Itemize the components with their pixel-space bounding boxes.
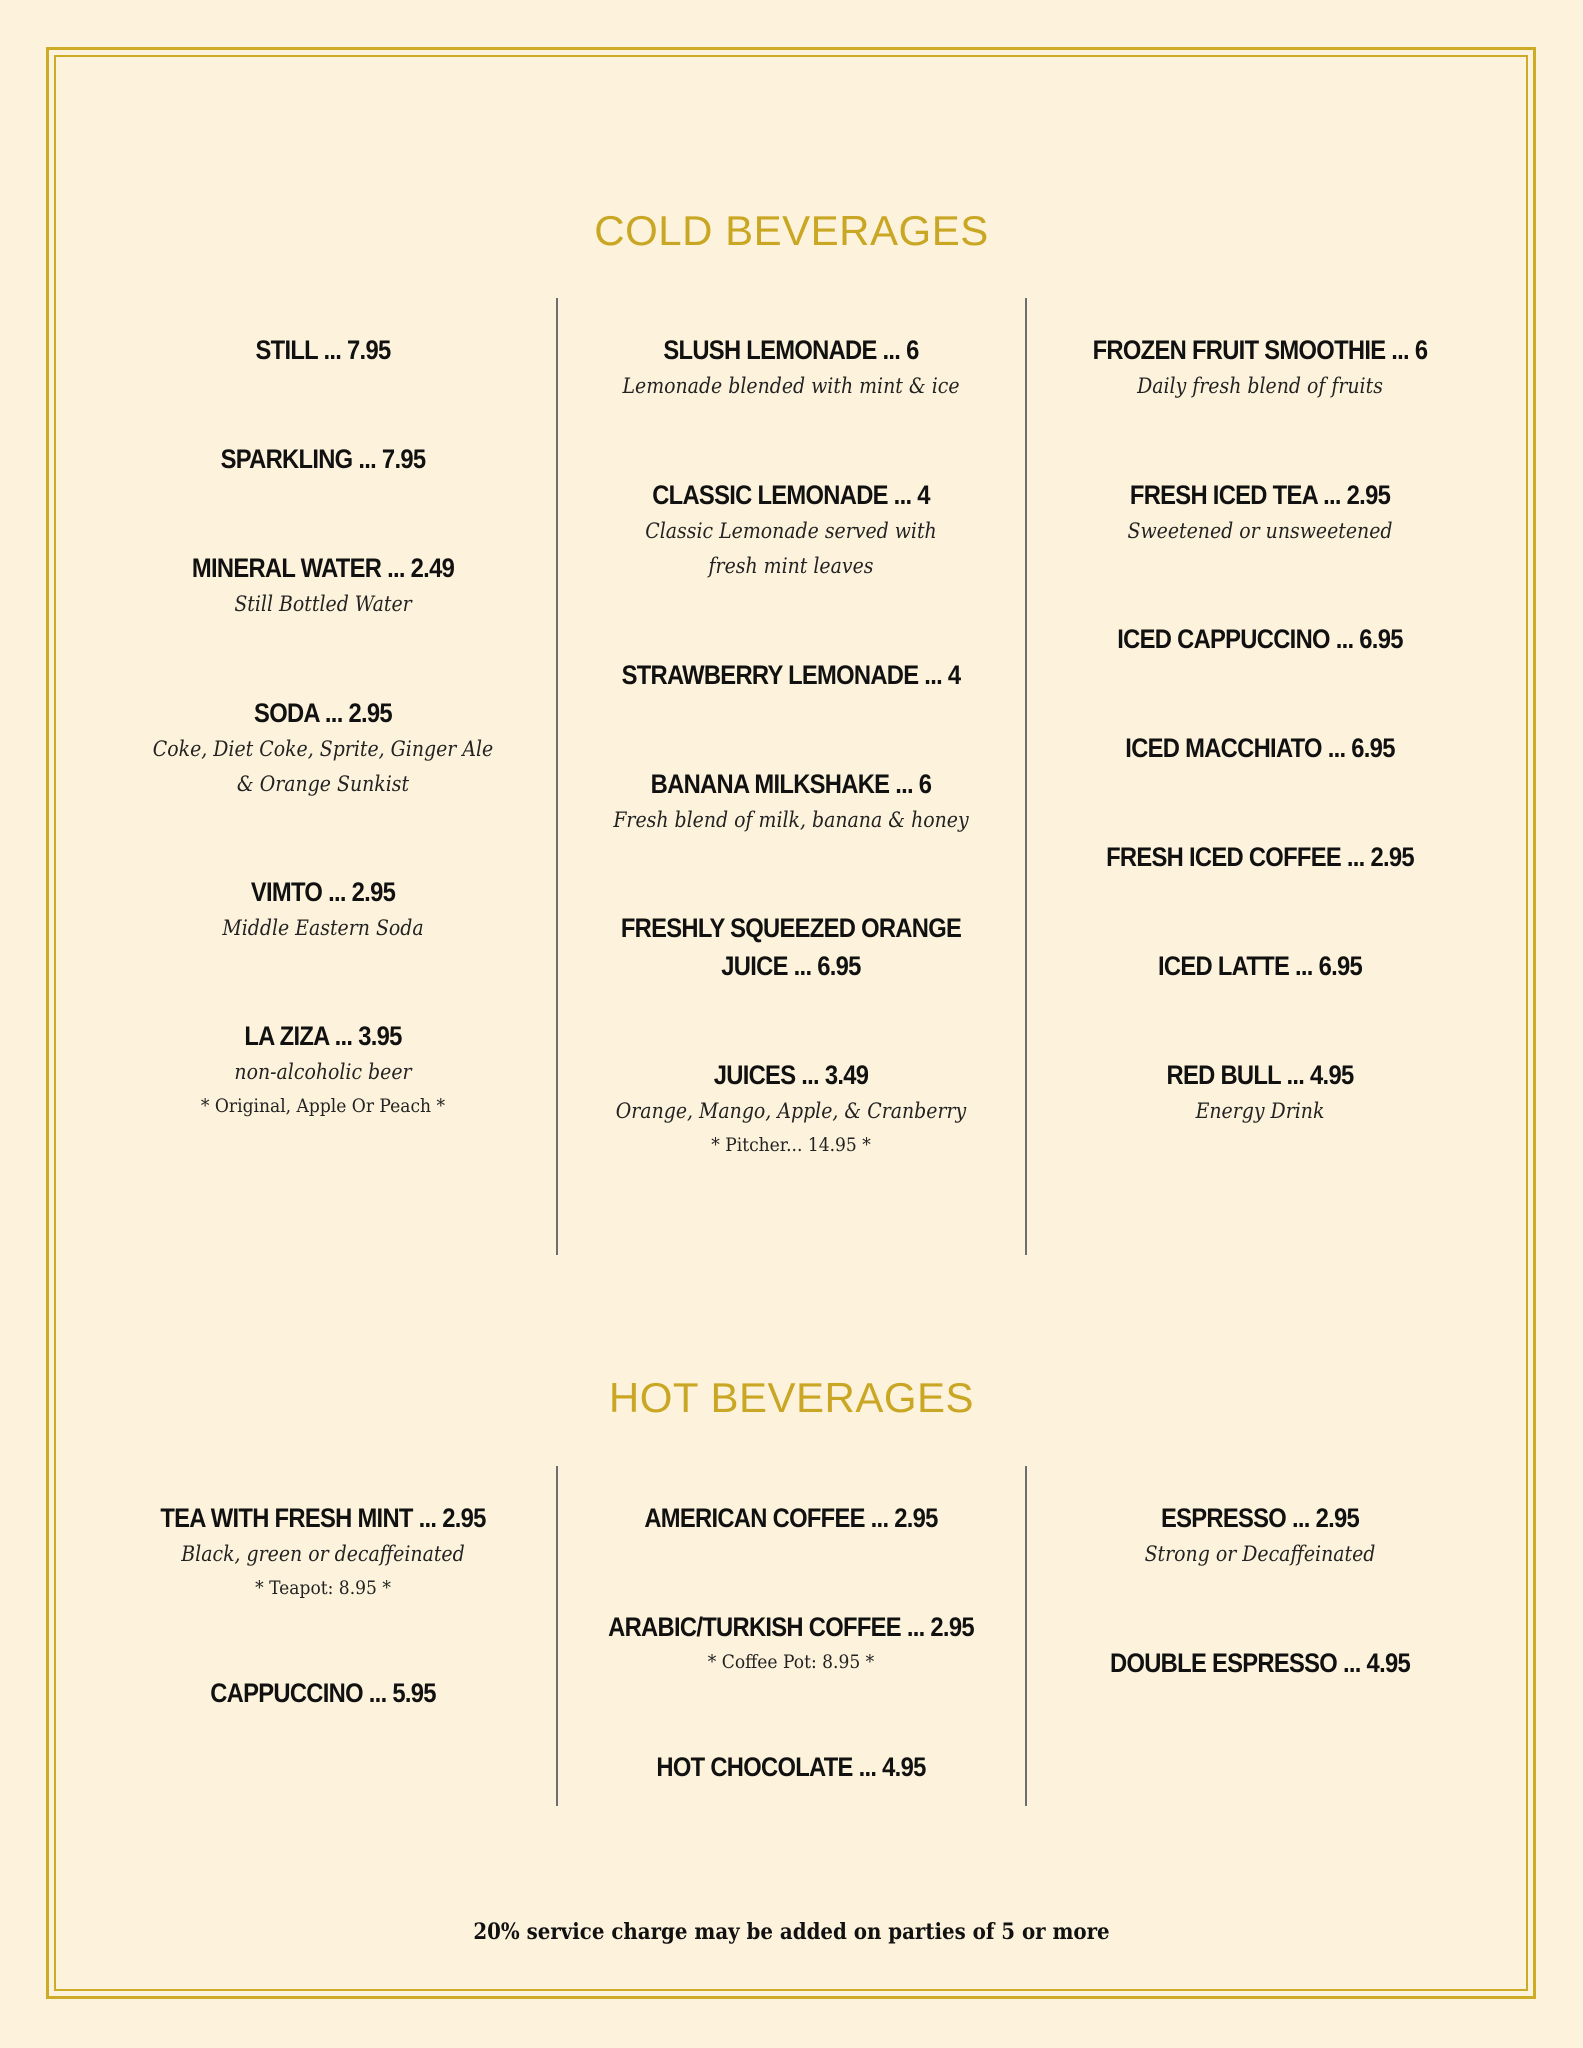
- menu-item: [113, 1674, 533, 1712]
- menu-item: [1050, 729, 1470, 767]
- menu-item: [1050, 1056, 1470, 1129]
- menu-item: [581, 1748, 1001, 1786]
- item-description: Orange, Mango, Apple, & Cranberry: [615, 1099, 967, 1123]
- item-description: Black, green or decaffeinated: [181, 1542, 465, 1566]
- menu-item: [1050, 476, 1470, 549]
- menu-item: [113, 549, 533, 622]
- menu-item: [113, 331, 533, 369]
- column-divider: [556, 1466, 558, 1806]
- item-note: * Teapot: 8.95 *: [255, 1577, 391, 1599]
- menu-item: [581, 1608, 1001, 1678]
- item-description: Lemonade blended with mint & ice: [622, 374, 960, 398]
- item-description: Classic Lemonade served with fresh mint leaves: [645, 519, 937, 578]
- service-charge-note: 20% service charge may be added on parties of 5 or more: [473, 1919, 1110, 1945]
- menu-item: [581, 331, 1001, 404]
- item-note: * Pitcher... 14.95 *: [711, 1134, 871, 1156]
- menu-item: [1050, 620, 1470, 658]
- menu-item: [581, 765, 1001, 838]
- cold-beverages-title: COLD BEVERAGES: [594, 207, 989, 254]
- item-description: Fresh blend of milk, banana & honey: [613, 808, 969, 832]
- menu-item: [113, 873, 533, 946]
- item-description: non-alcoholic beer: [234, 1060, 412, 1084]
- menu-item: [1050, 1499, 1470, 1572]
- item-description: Still Bottled Water: [234, 592, 412, 616]
- item-name: RED BULL ... 4.95: [1166, 1060, 1354, 1090]
- menu-item: [113, 694, 533, 802]
- item-name: TEA WITH FRESH MINT ... 2.95: [160, 1503, 486, 1533]
- menu-item: [1050, 838, 1470, 876]
- item-description: Middle Eastern Soda: [222, 916, 424, 940]
- menu-item: [113, 1017, 533, 1122]
- menu-item: [1050, 947, 1470, 985]
- item-name: ICED MACCHIATO ... 6.95: [1125, 733, 1395, 763]
- item-note: * Original, Apple Or Peach *: [200, 1095, 446, 1117]
- item-description: Daily fresh blend of fruits: [1137, 374, 1383, 398]
- menu-item: [113, 1499, 533, 1604]
- item-name: ARABIC/TURKISH COFFEE ... 2.95: [608, 1612, 974, 1642]
- column-divider: [1025, 1466, 1027, 1806]
- menu-item: [581, 1056, 1001, 1161]
- item-name: DOUBLE ESPRESSO ... 4.95: [1109, 1648, 1410, 1678]
- menu-item: [113, 440, 533, 478]
- column-divider: [1025, 298, 1027, 1255]
- item-name: ESPRESSO ... 2.95: [1160, 1503, 1359, 1533]
- item-name: FRESH ICED COFFEE ... 2.95: [1106, 842, 1414, 872]
- item-name: FRESH ICED TEA ... 2.95: [1129, 480, 1391, 510]
- item-name: SODA ... 2.95: [254, 698, 392, 728]
- menu-item: [1050, 331, 1470, 404]
- item-name: ICED LATTE ... 6.95: [1157, 951, 1363, 981]
- item-name: JUICES ... 3.49: [713, 1060, 869, 1090]
- menu-item: [581, 656, 1001, 694]
- item-name: CLASSIC LEMONADE ... 4: [652, 480, 930, 510]
- item-name: LA ZIZA ... 3.95: [244, 1021, 402, 1051]
- item-name: FROZEN FRUIT SMOOTHIE ... 6: [1092, 335, 1428, 365]
- menu-item: [1050, 1644, 1470, 1682]
- item-name: CAPPUCCINO ... 5.95: [210, 1678, 436, 1708]
- item-description: Energy Drink: [1195, 1099, 1325, 1123]
- item-name: HOT CHOCOLATE ... 4.95: [656, 1752, 926, 1782]
- menu-item: [581, 909, 1001, 985]
- item-description: Strong or Decaffeinated: [1144, 1542, 1376, 1566]
- menu-item: [581, 476, 1001, 584]
- item-name: FRESHLY SQUEEZED ORANGE JUICE ... 6.95: [620, 913, 962, 981]
- item-name: AMERICAN COFFEE ... 2.95: [644, 1503, 938, 1533]
- item-name: ICED CAPPUCCINO ... 6.95: [1117, 624, 1403, 654]
- menu-item: [581, 1499, 1001, 1537]
- item-name: SLUSH LEMONADE ... 6: [663, 335, 919, 365]
- item-note: * Coffee Pot: 8.95 *: [707, 1651, 875, 1673]
- item-description: Sweetened or unsweetened: [1127, 519, 1393, 543]
- hot-beverages-title: HOT BEVERAGES: [608, 1374, 975, 1421]
- item-description: Coke, Diet Coke, Sprite, Ginger Ale & Orange Sunkist: [152, 737, 494, 796]
- item-name: STILL ... 7.95: [255, 335, 391, 365]
- item-name: SPARKLING ... 7.95: [220, 444, 426, 474]
- item-name: MINERAL WATER ... 2.49: [191, 553, 455, 583]
- item-name: STRAWBERRY LEMONADE ... 4: [621, 660, 961, 690]
- item-name: BANANA MILKSHAKE ... 6: [650, 769, 932, 799]
- item-name: VIMTO ... 2.95: [250, 877, 396, 907]
- column-divider: [556, 298, 558, 1255]
